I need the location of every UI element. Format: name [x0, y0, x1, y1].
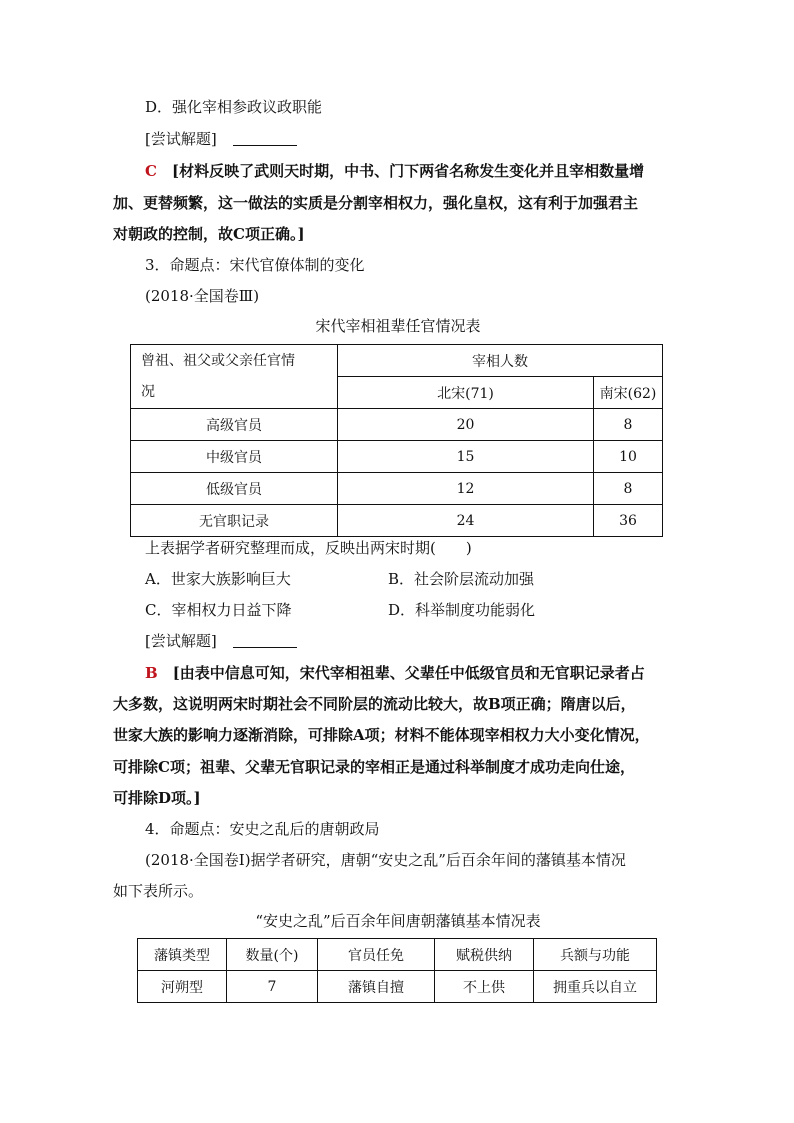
try-solve-label	[145, 631, 715, 651]
song-chancellor-table	[130, 344, 663, 537]
table-cell: 藩镇自擅	[318, 971, 435, 1003]
table-header-north: 北宋(71)	[338, 377, 594, 409]
question-heading: 3．命题点：宋代官僚体制的变化	[145, 256, 365, 274]
explanation-line: 加、更替频繁，这一做法的实质是分割宰相权力，强化皇权，这有利于加强君主	[113, 194, 639, 212]
table-header: 官员任免	[318, 939, 435, 971]
table-cell-south: 8	[594, 409, 663, 441]
table-cell-north: 24	[338, 505, 594, 537]
explanation-line: 对朝政的控制，故C项正确。]	[113, 225, 305, 243]
table-header-group: 宰相人数	[338, 345, 663, 377]
table-title: 宋代宰相祖辈任官情况表	[315, 317, 481, 335]
answer-letter: B	[145, 664, 158, 682]
try-solve-label	[145, 129, 715, 149]
table-cell-south: 36	[594, 505, 663, 537]
table-cell-north: 12	[338, 473, 594, 505]
table-cell-north: 20	[338, 409, 594, 441]
answer-blank[interactable]	[233, 633, 297, 648]
answer-letter: C	[145, 162, 157, 180]
table-cell: 不上供	[435, 971, 534, 1003]
table-row	[131, 441, 663, 473]
table-header: 藩镇类型	[138, 939, 227, 971]
table-cell-label: 高级官员	[131, 409, 338, 441]
table-title: “安史之乱”后百余年间唐朝藩镇基本情况表	[255, 912, 541, 930]
table-header: 赋税供纳	[435, 939, 534, 971]
option-b[interactable]: B．社会阶层流动加强	[388, 570, 535, 588]
table-row	[131, 409, 663, 441]
option-a[interactable]: A．世家大族影响巨大	[145, 570, 291, 588]
table-cell-south: 8	[594, 473, 663, 505]
option-d: D．强化宰相参政议政职能	[145, 98, 323, 116]
table-cell-label: 中级官员	[131, 441, 338, 473]
table-header-south: 南宋(62)	[594, 377, 663, 409]
answer-blank[interactable]	[233, 131, 297, 146]
question-source: (2018·全国卷Ⅲ)	[145, 287, 260, 305]
table-header-ancestor: 曾祖、祖父或父亲任官情 况	[131, 345, 338, 409]
table-cell-north: 15	[338, 441, 594, 473]
table-cell: 7	[227, 971, 318, 1003]
question-stem: (2018·全国卷Ⅰ)据学者研究，唐朝“安史之乱”后百余年间的藩镇基本情况	[145, 851, 626, 869]
table-header-row	[138, 939, 657, 971]
table-cell-label: 低级官员	[131, 473, 338, 505]
table-row	[131, 473, 663, 505]
explanation-text: [材料反映了武则天时期，中书、门下两省名称发生变化并且宰相数量增	[171, 162, 645, 180]
question-stem: 如下表所示。	[113, 882, 204, 900]
table-row	[131, 505, 663, 537]
table-row	[138, 971, 657, 1003]
explanation-line	[145, 663, 715, 683]
explanation-line	[145, 161, 715, 181]
table-cell: 拥重兵以自立	[534, 971, 657, 1003]
table-cell-label: 无官职记录	[131, 505, 338, 537]
option-d[interactable]: D．科举制度功能弱化	[388, 601, 536, 619]
explanation-line: 可排除C项；祖辈、父辈无官职记录的宰相正是通过科举制度才成功走向仕途，	[113, 758, 635, 776]
explanation-text: [由表中信息可知，宋代宰相祖辈、父辈任中低级官员和无官职记录者占	[172, 664, 645, 682]
explanation-line: 可排除D项。]	[113, 789, 201, 807]
table-cell-south: 10	[594, 441, 663, 473]
table-cell: 河朔型	[138, 971, 227, 1003]
question-stem: 上表据学者研究整理而成，反映出两宋时期( )	[145, 539, 472, 557]
table-header: 数量(个)	[227, 939, 318, 971]
table-header: 兵额与功能	[534, 939, 657, 971]
option-c[interactable]: C．宰相权力日益下降	[145, 601, 292, 619]
question-heading: 4．命题点：安史之乱后的唐朝政局	[145, 820, 380, 838]
explanation-line: 世家大族的影响力逐渐消除，可排除A项；材料不能体现宰相权力大小变化情况，	[113, 726, 650, 744]
tang-fanzhen-table	[137, 938, 657, 1003]
try-solve-text: [尝试解题]	[145, 632, 217, 650]
explanation-line: 大多数，这说明两宋时期社会不同阶层的流动比较大，故B项正确；隋唐以后，	[113, 695, 636, 713]
try-solve-text: [尝试解题]	[145, 130, 217, 148]
